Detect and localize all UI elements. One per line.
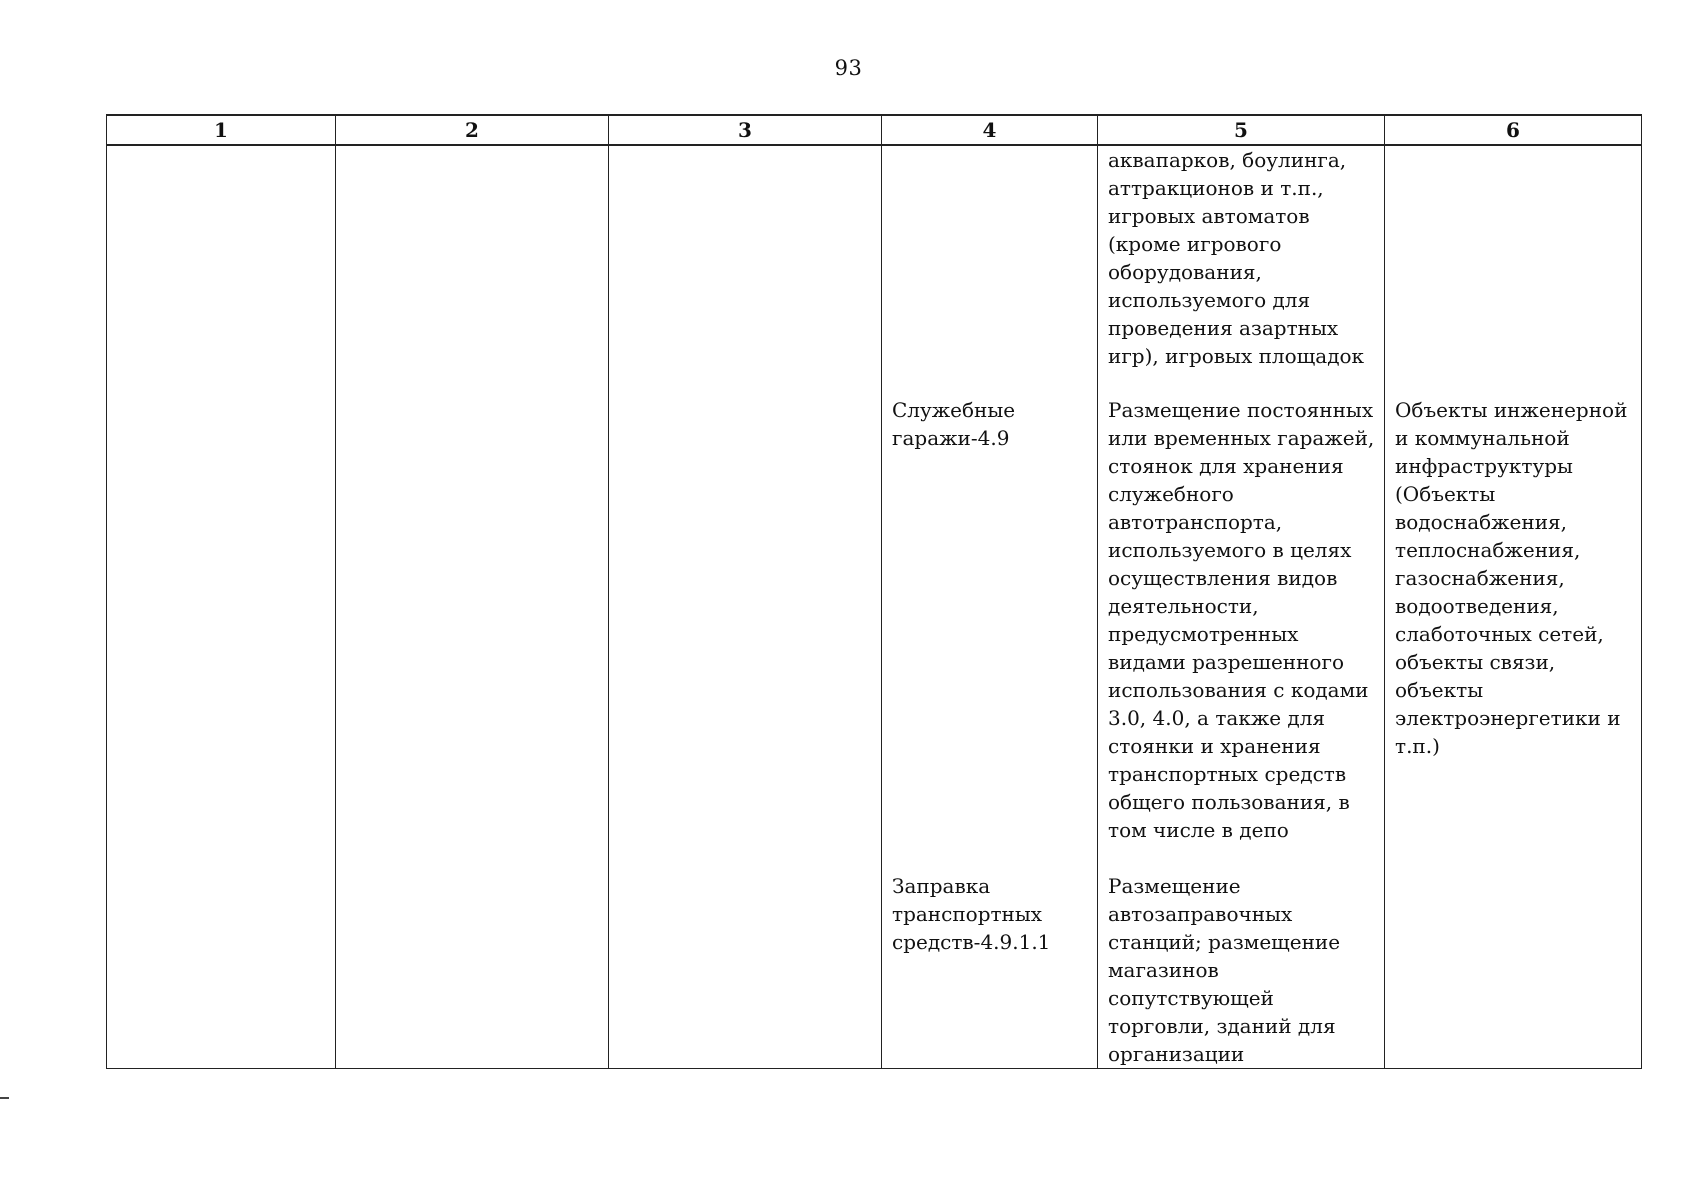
column-header-3: 3 [609, 115, 882, 145]
table-row [107, 145, 1642, 1069]
column-5-cell [1098, 145, 1385, 1069]
land-use-type-vehicle-refueling: Заправка транспортных средств-4.9.1.1 [892, 874, 1051, 954]
description-service-garages: Размещение постоянных или временных гаражей, стоянок для хранения служебного автотранспорта, используемого в целях осуществления видов деятельности, предусмотренных видами разрешенного использования с кодами 3.0, 4.0, а также для стоянки и хранения транспортных средств общего пользования, в том числе в депо [1108, 398, 1375, 842]
auxiliary-use-infrastructure: Объекты инженерной и коммунальной инфраструктуры (Объекты водоснабжения, теплоснабжения, газоснабжения, водоотведения, слаботочных сетей, объекты связи, объекты электроэнергетики и т.п.) [1395, 398, 1628, 758]
column-6-cell [1385, 145, 1642, 1069]
land-use-type-service-garages: Служебные гаражи-4.9 [892, 398, 1016, 450]
page-number: 93 [834, 56, 863, 80]
regulations-table [106, 114, 1642, 1069]
column-header-2: 2 [336, 115, 609, 145]
column-header-1: 1 [107, 115, 336, 145]
description-entertainment-continued: аквапарков, боулинга, аттракционов и т.п., игровых автоматов (кроме игрового оборудования, используемого для проведения азартных игр), игровых площадок [1108, 148, 1365, 368]
margin-mark [0, 1097, 9, 1099]
column-3-cell [609, 145, 882, 1069]
description-vehicle-refueling: Размещение автозаправочных станций; размещение магазинов сопутствующей торговли, зданий для организации [1108, 874, 1341, 1066]
column-header-4: 4 [882, 115, 1098, 145]
column-1-cell [107, 145, 336, 1069]
column-4-cell [882, 145, 1098, 1069]
column-header-6: 6 [1385, 115, 1642, 145]
table-header-row [107, 115, 1642, 145]
column-header-5: 5 [1098, 115, 1385, 145]
column-2-cell [336, 145, 609, 1069]
